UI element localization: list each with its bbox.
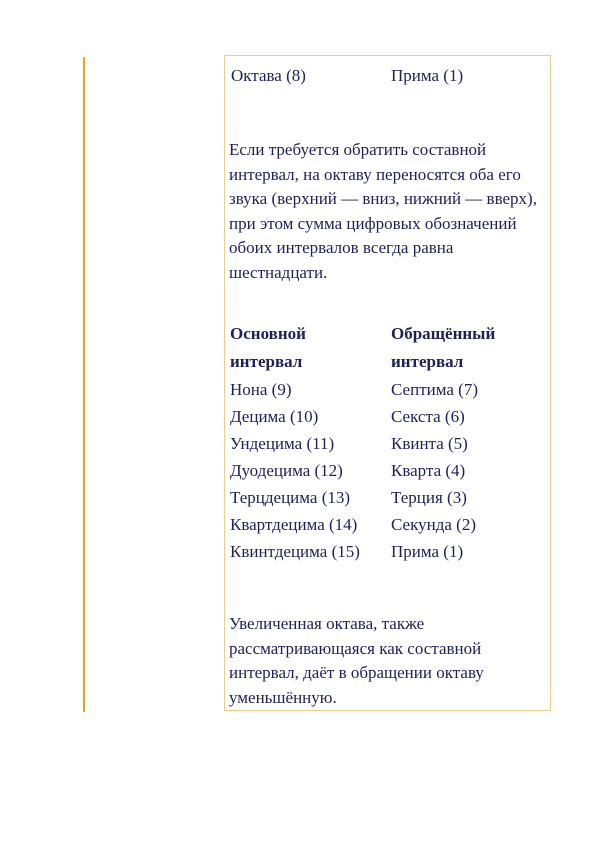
octave-prima-row <box>231 66 463 86</box>
intervals-table <box>226 320 499 565</box>
inverted-interval-cell: Терция (3) <box>391 488 467 507</box>
inverted-interval-cell: Септима (7) <box>391 380 478 399</box>
main-interval-cell: Квинтдецима (15) <box>230 542 360 561</box>
table-row <box>226 376 499 403</box>
left-vertical-rule <box>83 57 85 712</box>
main-interval-cell: Ундецима (11) <box>230 434 335 453</box>
table-row <box>226 538 499 565</box>
main-interval-cell: Дуодецима (12) <box>230 461 343 480</box>
header-inverted-interval: Обращённый интервал <box>391 324 496 371</box>
table-row <box>226 430 499 457</box>
compound-interval-paragraph: Если требуется обратить составной интервал, на октаву переносятся оба его звука (верхний — вниз, нижний — вверх), при этом сумма цифровых обозначений обоих интервалов всегда равна шестнадцати. <box>229 140 537 282</box>
table-row <box>226 403 499 430</box>
table-row <box>226 484 499 511</box>
octave-label: Октава (8) <box>231 66 306 85</box>
inverted-interval-cell: Прима (1) <box>391 542 464 561</box>
inverted-interval-cell: Секунда (2) <box>391 515 476 534</box>
inverted-interval-cell: Кварта (4) <box>391 461 466 480</box>
table-header-row <box>226 320 499 376</box>
main-interval-cell: Терцдецима (13) <box>230 488 351 507</box>
augmented-octave-paragraph: Увеличенная октава, также рассматривающаяся как составной интервал, даёт в обращении октаву уменьшённую. <box>229 614 484 707</box>
header-main-interval: Основной интервал <box>230 324 306 371</box>
main-interval-cell: Децима (10) <box>230 407 319 426</box>
main-interval-cell: Квартдецима (14) <box>230 515 358 534</box>
table-row <box>226 457 499 484</box>
inverted-interval-cell: Квинта (5) <box>391 434 468 453</box>
main-interval-cell: Нона (9) <box>230 380 292 399</box>
inverted-interval-cell: Секста (6) <box>391 407 465 426</box>
table-row <box>226 511 499 538</box>
prima-label: Прима (1) <box>391 66 464 85</box>
